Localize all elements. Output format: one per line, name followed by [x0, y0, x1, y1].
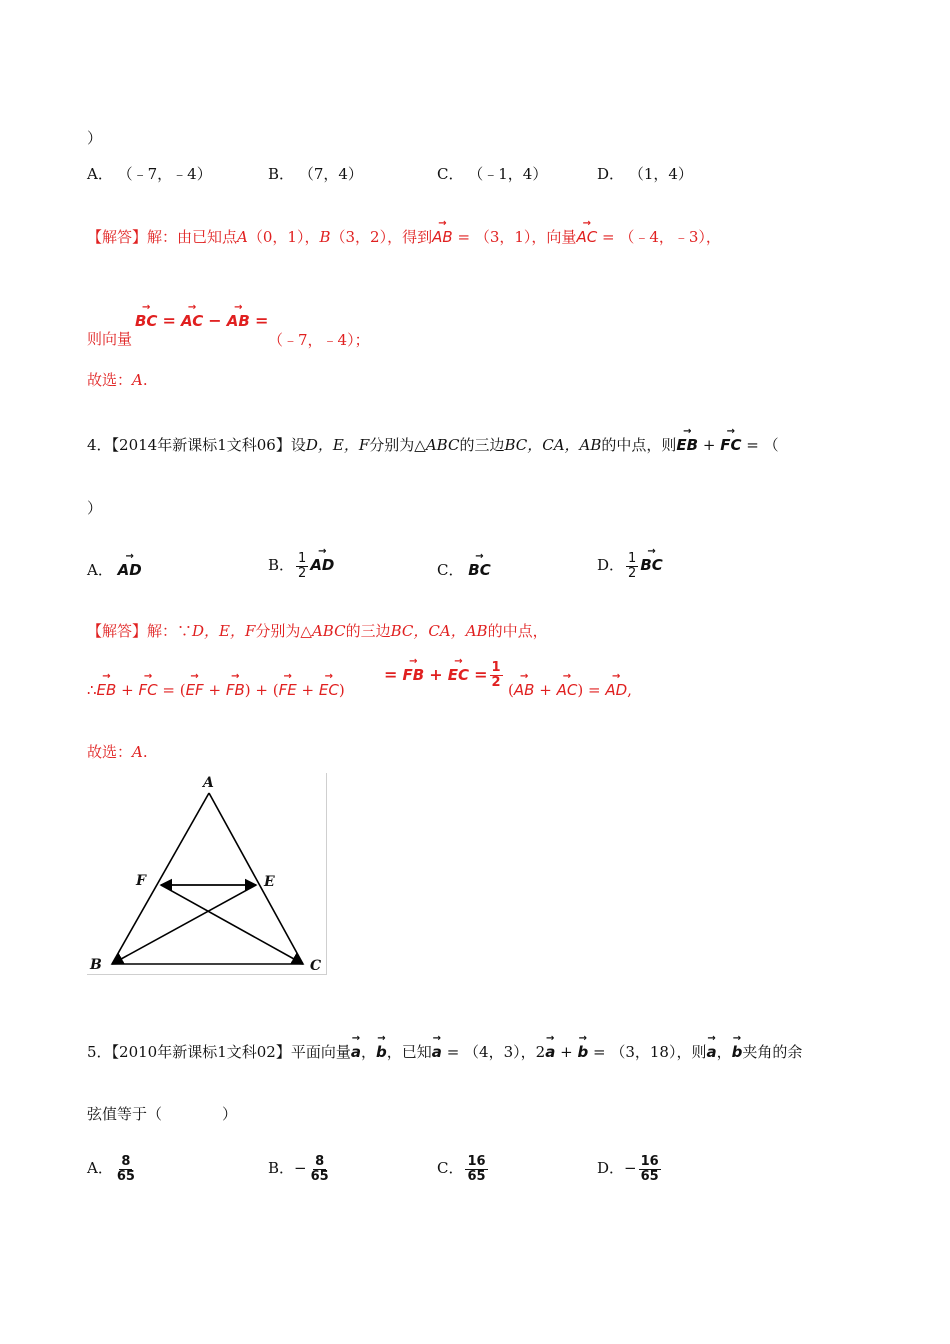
q3-answer-then: 则向量 [87, 330, 133, 348]
q3-option-c: C． （﹣1，4） [437, 165, 548, 183]
label-b: B [90, 957, 102, 973]
vector-ac: → AC [576, 222, 597, 245]
label-e: E [264, 874, 275, 890]
q4-option-a: A． → AD [87, 555, 142, 580]
vector-b: → b [577, 1037, 588, 1060]
vector-bc: → BC [640, 550, 662, 573]
vector-b: → b [376, 1037, 387, 1060]
q4-stem-tail: ） [87, 499, 103, 517]
label-f: F [136, 873, 146, 889]
vector-ab: → AB [227, 306, 250, 329]
q4-option-d: D． $\frac{1}{2}$ → BC [597, 550, 663, 580]
side-ab [112, 793, 209, 964]
q5-stem: 5．【2010年新课标1文科02】平面向量→ a，→ b，已知→ a = （4，3），2→ a + → b = （3，18），则→ a，→ b夹角的余 [87, 1037, 802, 1062]
vector-b: → b [732, 1037, 743, 1060]
q5-option-b: B．− $\frac{8}{65}$ [268, 1154, 329, 1184]
q5-option-a: A． $\frac{8}{65}$ [87, 1154, 135, 1184]
q4-answer-formula-mid: = → FB + → EC = $\frac{1}{2}$ [384, 660, 505, 690]
vector-a: → a [706, 1037, 716, 1060]
q3-answer-choice: 故选：A. [87, 371, 148, 389]
vector-a: → a [545, 1037, 555, 1060]
vector-ad: → AD [310, 550, 334, 573]
vector-ab: → AB [432, 222, 453, 245]
vector-a: → a [432, 1037, 442, 1060]
vector-bc: → BC [468, 555, 490, 578]
q3-answer-line1: 【解答】解：由已知点A（0，1），B（3，2），得到→ AB = （3，1），向量→ AC = （﹣4，﹣3）， [87, 222, 721, 247]
q4-answer-formula: ∴→ EB + → FC = (→ EF + → FB) + (→ FE + → EC) [87, 675, 345, 699]
vector-bc: → BC [135, 306, 157, 329]
q4-answer-line1: 【解答】解：∵D，E，F分别为△ABC的三边BC，CA，AB的中点， [87, 622, 548, 640]
q3-answer-formula: → BC = → AC − → AB = [135, 306, 268, 330]
q3-stem-tail: ） [87, 129, 103, 147]
q4-answer-choice: 故选：A. [87, 743, 148, 761]
q5-option-c: C． $\frac{16}{65}$ [437, 1154, 486, 1184]
q3-option-a: A． （﹣7，﹣4） [87, 165, 212, 183]
q5-stem-line2: 弦值等于（ ） [87, 1105, 238, 1123]
q3-option-d: D． （1，4） [597, 165, 693, 183]
q3-answer-result: （﹣7，﹣4）； [268, 331, 370, 349]
vector-ad: → AD [118, 555, 142, 578]
q3-option-b: B． （7，4） [268, 165, 363, 183]
q4-stem: 4．【2014年新课标1文科06】设D，E，F分别为△ABC的三边BC，CA，AB的中点，则→ EB + → FC = （ [87, 430, 779, 455]
vector-ac: → AC [181, 306, 203, 329]
label-a: A [203, 775, 214, 791]
q4-option-b: B． $\frac{1}{2}$ → AD [268, 550, 334, 580]
q5-option-d: D．− $\frac{16}{65}$ [597, 1154, 659, 1184]
vector-eb: → EB [676, 430, 698, 453]
label-c: C [310, 958, 322, 974]
vector-a: → a [351, 1037, 361, 1060]
q4-option-c: C． → BC [437, 555, 491, 580]
q4-answer-formula-end: (→ AB + → AC) = → AD, [508, 675, 632, 699]
vector-fc: → FC [720, 430, 741, 453]
triangle-figure [87, 773, 327, 975]
